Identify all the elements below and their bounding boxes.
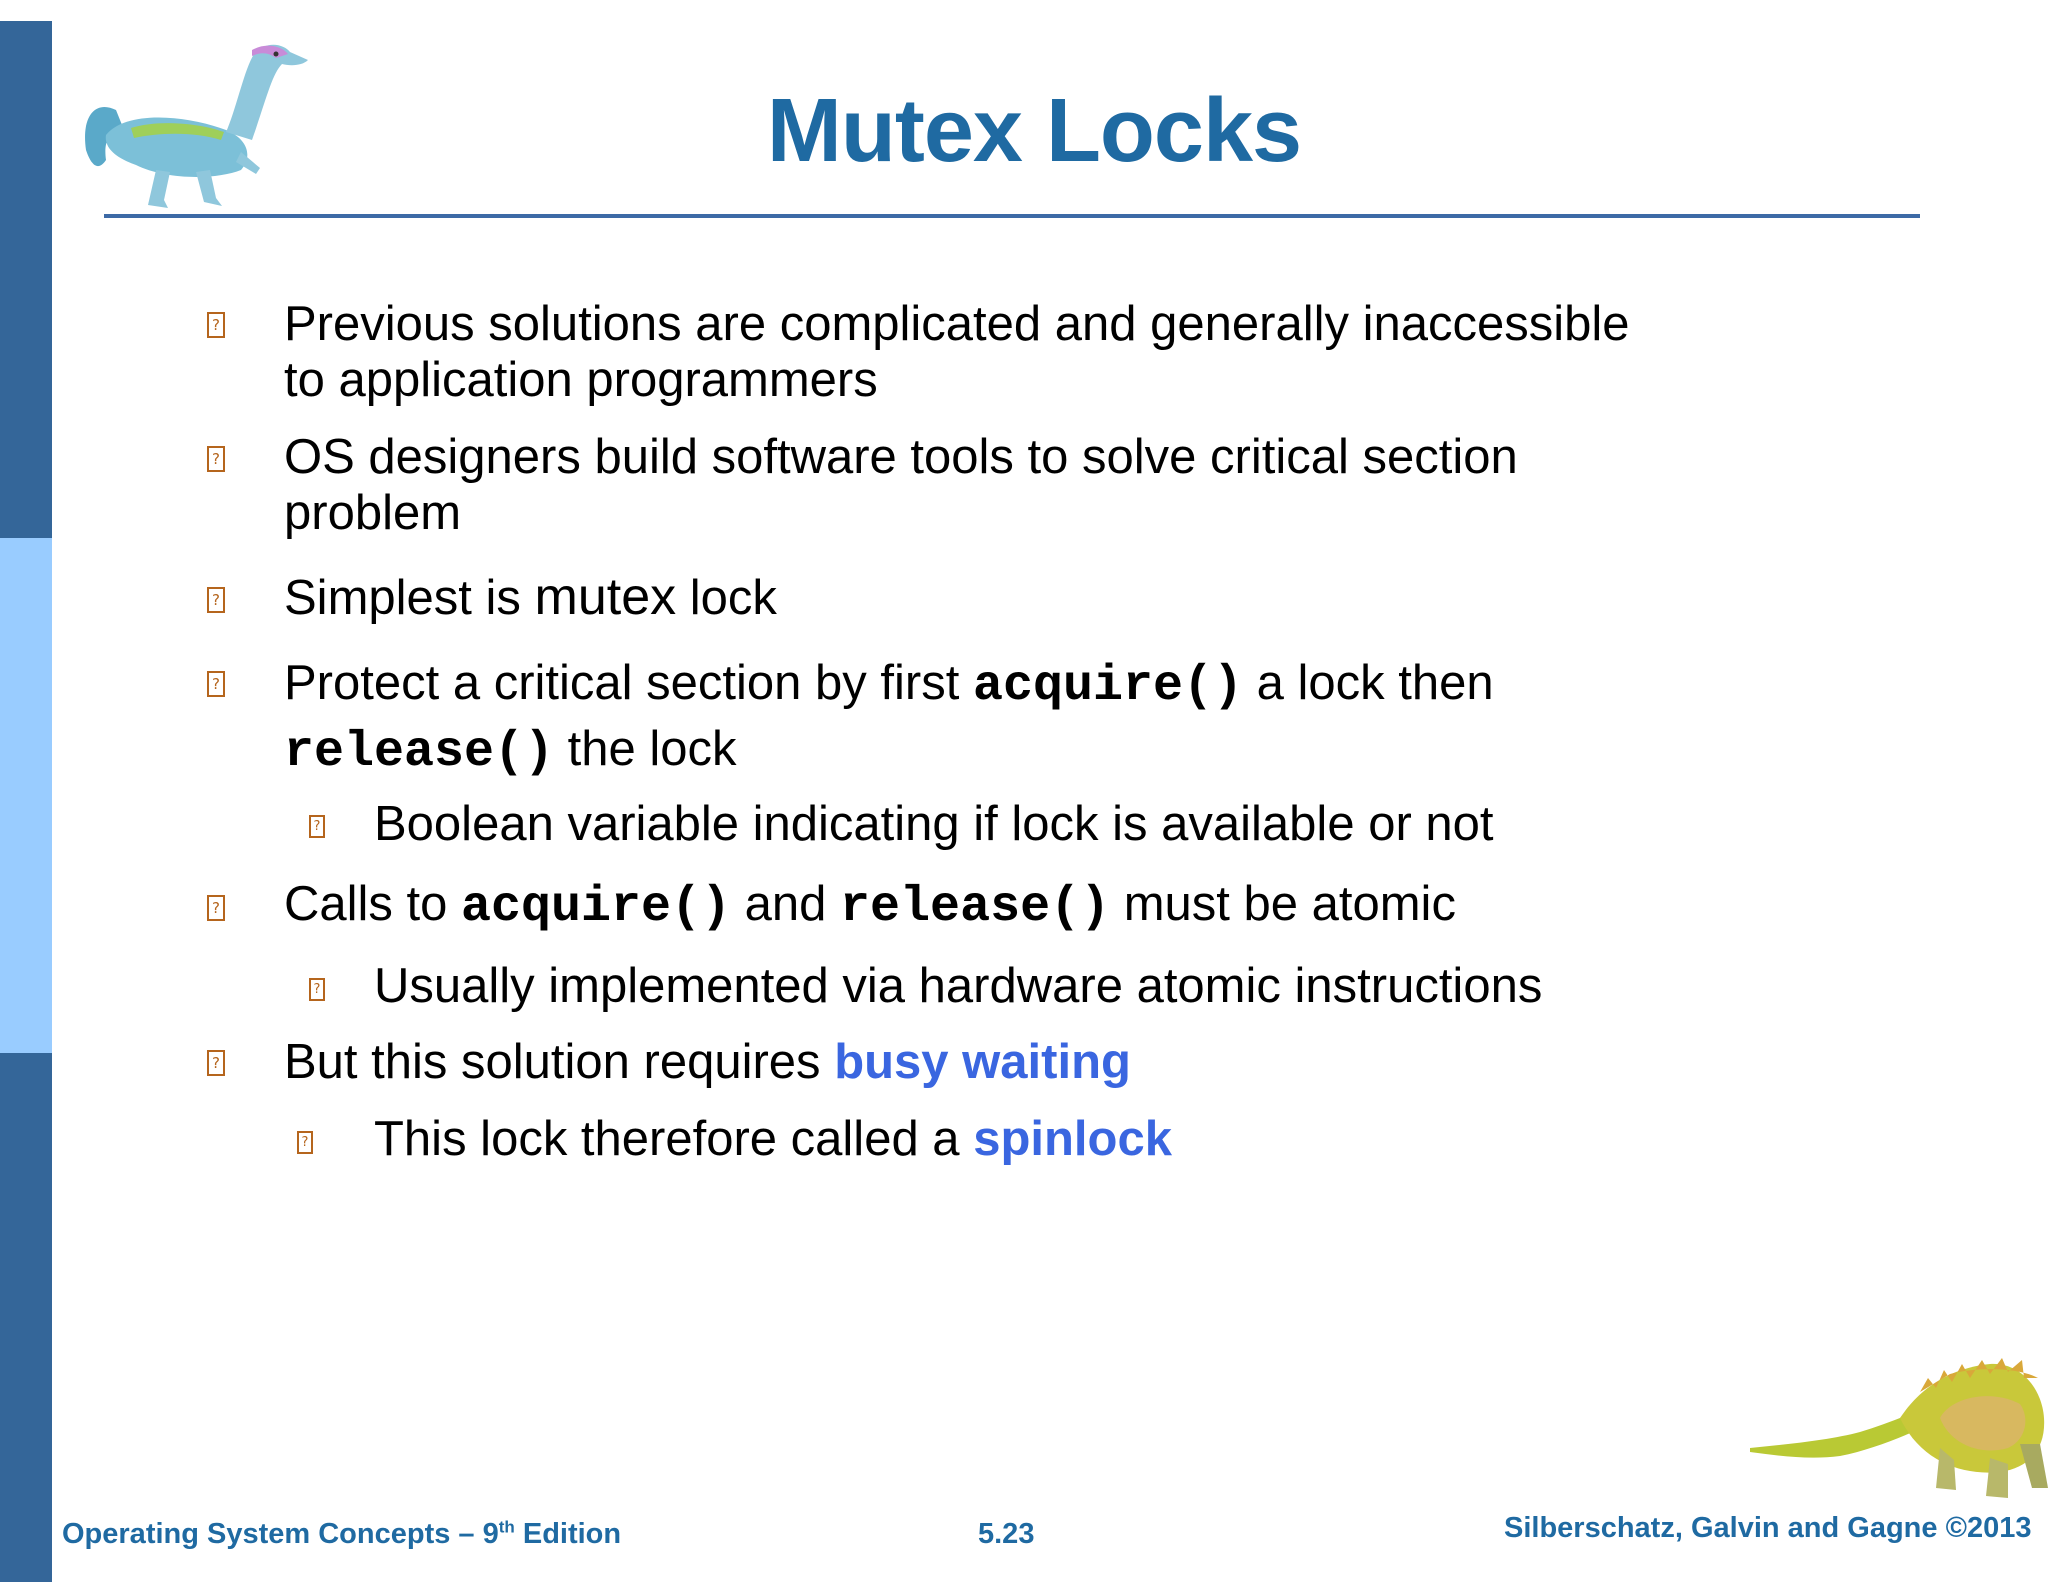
sub-bullet-item-spinlock	[374, 1111, 1172, 1167]
footer-book-title	[62, 1518, 621, 1551]
bullet-text-line: OS designers build software tools to solve critical section	[284, 430, 1518, 484]
bullet-text: a lock then	[1243, 656, 1494, 710]
bullet-item-os-designers	[284, 429, 1518, 541]
bullet-text: lock	[676, 571, 777, 625]
bullet-text-line: Previous solutions are complicated and generally inaccessible	[284, 297, 1630, 351]
mutex-term: mutex	[534, 568, 677, 626]
code-acquire: acquire()	[461, 879, 732, 936]
footer-copyright: Silberschatz, Galvin and Gagne ©2013	[1504, 1512, 2032, 1544]
bullet-item-protect-critical-section	[284, 652, 1494, 784]
bullet-text-line: problem	[284, 486, 462, 540]
busy-waiting-term: busy waiting	[834, 1035, 1131, 1089]
sub-bullet-item-boolean-variable	[374, 796, 1494, 852]
spinlock-term: spinlock	[973, 1112, 1172, 1166]
bullet-icon: ?	[207, 671, 225, 697]
dinosaur-bottom-right-image	[1750, 1348, 2048, 1508]
bullet-text: Usually implemented via hardware atomic instructions	[374, 959, 1543, 1013]
bullet-text: Boolean variable indicating if lock is available or not	[374, 797, 1494, 851]
bullet-item-busy-waiting	[284, 1034, 1131, 1090]
bullet-icon: ?	[207, 587, 225, 613]
code-release: release()	[840, 879, 1111, 936]
footer-book-suffix: Edition	[514, 1518, 622, 1550]
bullet-item-calls-atomic	[284, 876, 1456, 936]
bullet-item-previous-solutions	[284, 296, 1630, 408]
bullet-icon: ?	[207, 895, 225, 921]
sub-bullet-icon: ?	[297, 1131, 313, 1154]
sub-bullet-item-hardware-atomic	[374, 958, 1542, 1014]
bullet-item-simplest	[284, 569, 777, 626]
footer-book-superscript: th	[498, 1517, 515, 1537]
code-acquire: acquire()	[972, 658, 1243, 715]
footer-book-prefix: Operating System Concepts – 9	[62, 1518, 499, 1550]
bullet-text: This lock therefore called a	[374, 1112, 974, 1166]
bullet-text: But this solution requires	[284, 1035, 835, 1089]
bullet-text: and	[731, 877, 841, 931]
code-release: release()	[284, 724, 555, 781]
bullet-text: Simplest is	[284, 571, 535, 625]
slide-title: Mutex Locks	[766, 81, 1302, 181]
sub-bullet-icon: ?	[309, 978, 325, 1001]
bullet-icon: ?	[207, 1050, 225, 1076]
footer-page-number: 5.23	[978, 1518, 1035, 1550]
bullet-icon: ?	[207, 312, 225, 338]
sub-bullet-icon: ?	[309, 815, 325, 838]
bullet-text-line: to application programmers	[284, 353, 878, 407]
bullet-text: must be atomic	[1110, 877, 1456, 931]
bullet-text: the lock	[554, 722, 737, 776]
bullet-text: Protect a critical section by first	[284, 656, 973, 710]
bullet-text: Calls to	[284, 877, 462, 931]
bullet-icon: ?	[207, 446, 225, 472]
